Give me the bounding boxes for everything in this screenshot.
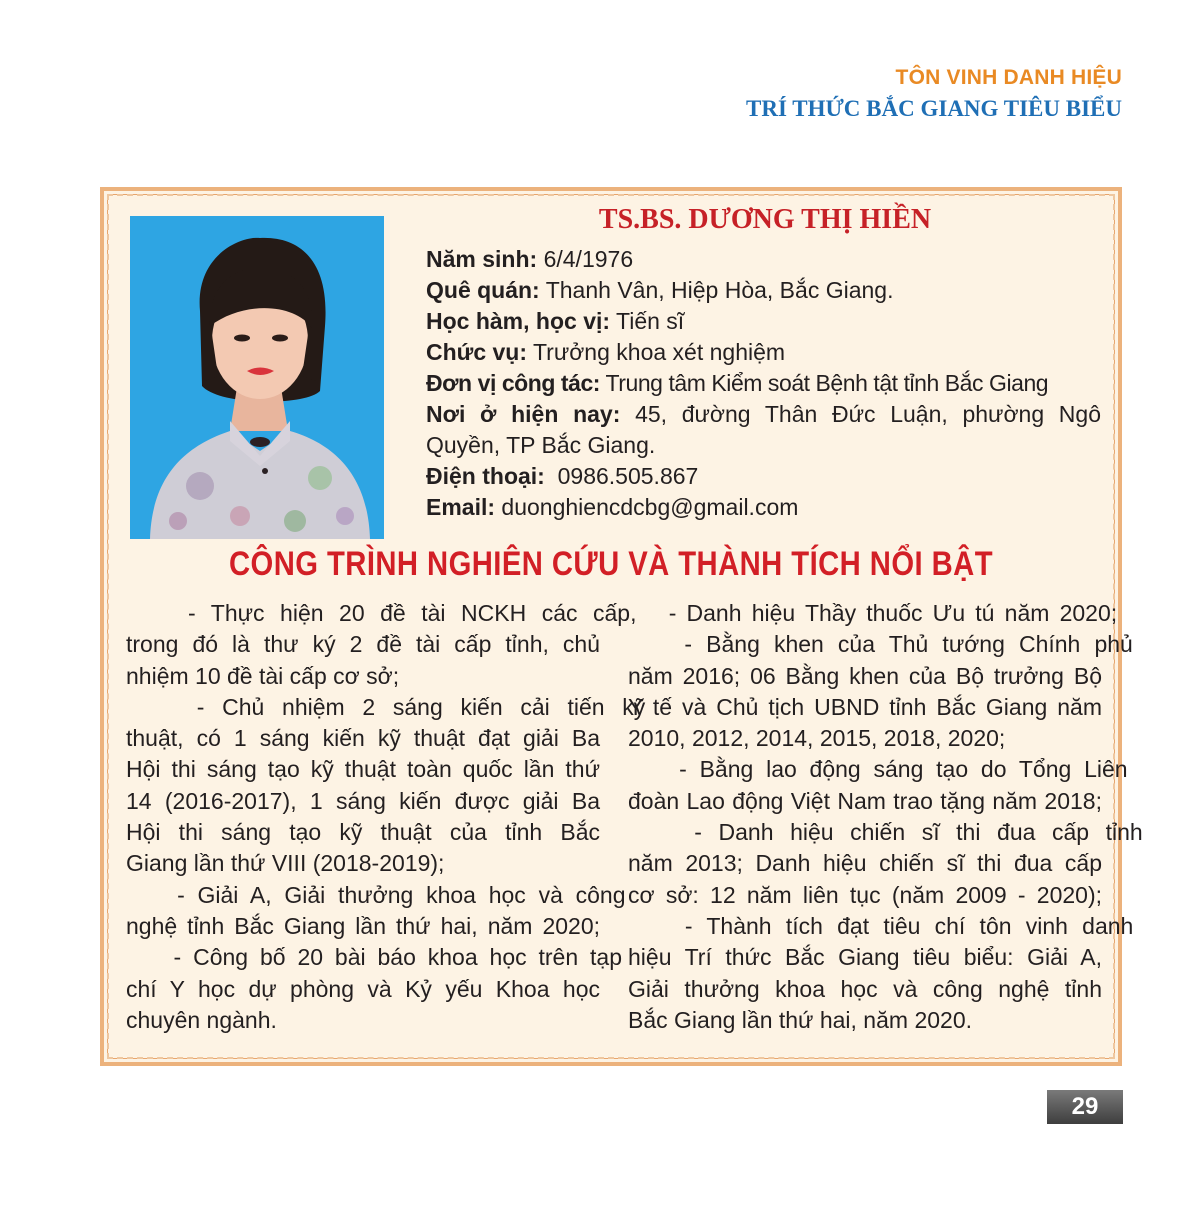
field-label: Quê quán: [426,277,540,303]
header-title-line2: TRÍ THỨC BẮC GIANG TIÊU BIỂU [746,96,1122,121]
info-email [426,492,1101,523]
header-title-line1: TÔN VINH DANH HIỆU [895,66,1122,89]
text-line: cơ sở: 12 năm liên tục (năm 2009 - 2020); [628,881,1102,908]
field-value: 0986.505.867 [544,463,699,489]
text-line: năm 2013; Danh hiệu chiến sĩ thi đua cấp [628,850,1102,877]
achievements-left-column [126,598,646,1036]
info-degree [426,306,1101,337]
field-value: Trung tâm Kiểm soát Bệnh tật tỉnh Bắc Giang [600,370,1049,396]
page-number: 29 [1047,1090,1123,1124]
text-line: 2010, 2012, 2014, 2015, 2018, 2020; [628,725,1006,752]
text-line: - Công bố 20 bài báo khoa học trên tạp [126,944,622,971]
text-line: - Bằng khen của Thủ tướng Chính phủ [628,631,1133,658]
text-line: Giải thưởng khoa học và công nghệ tỉnh [628,975,1102,1002]
text-line: Hội thi sáng tạo kỹ thuật của tỉnh Bắc [126,819,600,846]
text-line: Bắc Giang lần thứ hai, năm 2020. [628,1006,973,1033]
achievements-right-column [628,598,1143,1036]
info-position [426,337,1101,368]
field-label: Học hàm, học vị: [426,308,611,334]
field-value: 6/4/1976 [537,246,634,272]
info-phone [426,461,1101,492]
field-value: 45, đường Thân Đức Luận, phường Ngô [620,401,1101,427]
field-value: Tiến sĩ [610,308,685,334]
text-line: Y tế và Chủ tịch UBND tỉnh Bắc Giang năm [628,693,1102,720]
text-line: Hội thi sáng tạo kỹ thuật toàn quốc lần thứ [126,756,600,783]
text-line: nghệ tỉnh Bắc Giang lần thứ hai, năm 2020; [126,912,600,939]
text-line: đoàn Lao động Việt Nam trao tặng năm 2018; [628,787,1102,814]
field-value: Trưởng khoa xét nghiệm [527,339,786,365]
field-label: Điện thoại: [426,463,545,489]
text-line: - Danh hiệu Thầy thuốc Ưu tú năm 2020; [628,600,1118,626]
text-line: trong đó là thư ký 2 đề tài cấp tỉnh, chủ [126,631,600,658]
info-address-cont: Quyền, TP Bắc Giang. [426,432,656,458]
field-label: Chức vụ: [426,339,527,365]
info-address [426,399,1101,430]
text-line: - Bằng lao động sáng tạo do Tổng Liên [628,756,1128,783]
text-line: 14 (2016-2017), 1 sáng kiến được giải Ba [126,787,600,814]
text-line: năm 2016; 06 Bằng khen của Bộ trưởng Bộ [628,662,1102,689]
field-value: Thanh Vân, Hiệp Hòa, Bắc Giang. [539,277,894,303]
field-label: Năm sinh: [426,246,538,272]
text-line: Giang lần thứ VIII (2018-2019); [126,850,445,877]
field-label: Nơi ở hiện nay: [426,401,621,427]
text-line: chuyên ngành. [126,1006,277,1033]
text-line: - Thành tích đạt tiêu chí tôn vinh danh [628,912,1134,939]
info-hometown [426,275,1101,306]
text-line: - Giải A, Giải thưởng khoa học và công [126,881,626,908]
section-title: CÔNG TRÌNH NGHIÊN CỨU VÀ THÀNH TÍCH NỔI BẬT [228,545,993,583]
info-workplace [426,368,1101,399]
field-value: duonghiencdcbg@gmail.com [495,494,799,520]
text-line: nhiệm 10 đề tài cấp cơ sở; [126,662,400,689]
info-birth-year [426,244,1101,275]
text-line: chí Y học dự phòng và Kỷ yếu Khoa học [126,975,600,1002]
text-line: hiệu Trí thức Bắc Giang tiêu biểu: Giải A, [628,944,1102,971]
field-label: Đơn vị công tác: [426,370,601,396]
text-line: - Danh hiệu chiến sĩ thi đua cấp tỉnh [628,819,1143,846]
profile-info [426,244,1101,523]
field-label: Email: [426,494,496,520]
text-line: thuật, có 1 sáng kiến kỹ thuật đạt giải Ba [126,725,600,752]
text-line: - Thực hiện 20 đề tài NCKH các cấp, [126,600,637,626]
portrait-photo [130,216,384,539]
person-name: TS.BS. DƯƠNG THỊ HIỀN [598,204,932,235]
text-line: - Chủ nhiệm 2 sáng kiến cải tiến kỹ [126,693,646,720]
